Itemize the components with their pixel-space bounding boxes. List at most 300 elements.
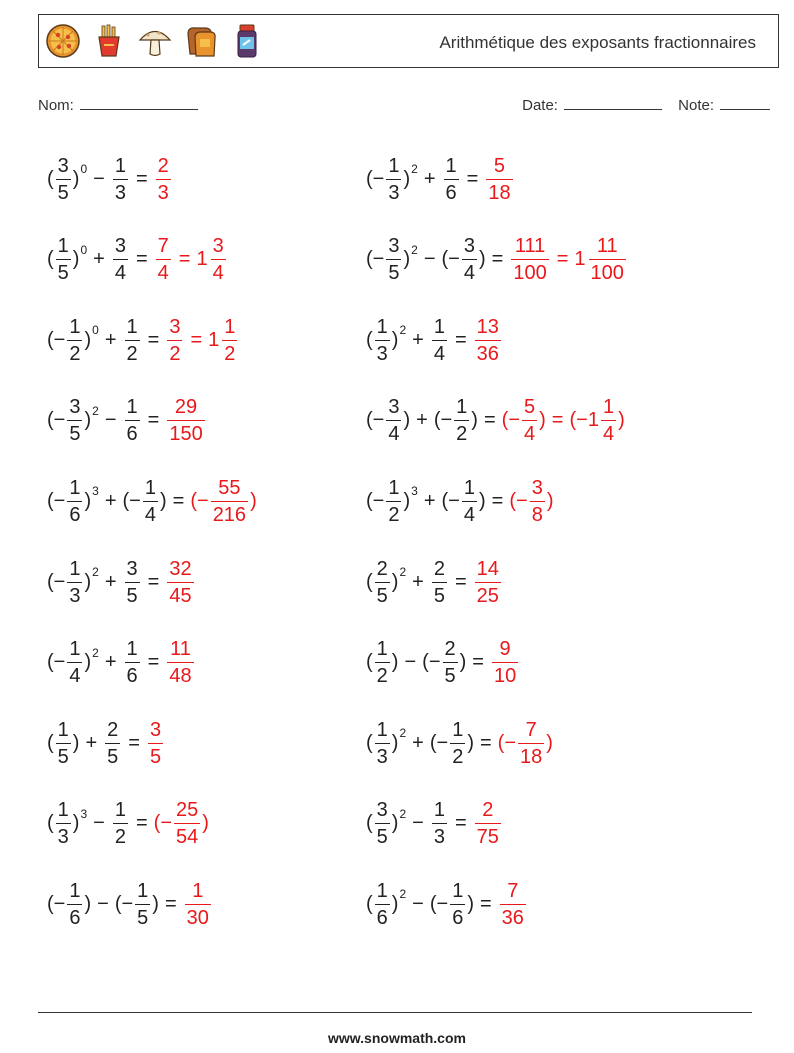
operator: + xyxy=(104,570,117,593)
denominator: 4 xyxy=(156,259,171,283)
problem-row xyxy=(47,869,767,939)
denominator: 18 xyxy=(486,179,512,203)
problem-row xyxy=(47,144,767,214)
denominator: 4 xyxy=(143,501,158,525)
open-paren: (− xyxy=(441,489,460,512)
numerator: 25 xyxy=(176,799,199,822)
open-paren: (− xyxy=(501,409,520,432)
equals-sign: = xyxy=(147,409,160,432)
name-label: Nom: xyxy=(38,97,74,114)
denominator: 2 xyxy=(125,340,140,364)
numerator: 3 xyxy=(57,154,69,177)
denominator: 3 xyxy=(113,179,128,203)
numerator: 2 xyxy=(157,154,169,177)
denominator: 5 xyxy=(375,823,390,847)
numerator: 3 xyxy=(376,799,388,822)
fraction xyxy=(125,559,140,606)
denominator: 6 xyxy=(125,662,140,686)
date-note-fields xyxy=(522,96,770,114)
fraction xyxy=(156,156,171,203)
problem-item xyxy=(47,628,196,698)
problem-item xyxy=(366,225,628,295)
fraction xyxy=(56,236,71,283)
numerator: 1 xyxy=(69,879,81,902)
name-blank[interactable] xyxy=(80,96,198,110)
answer xyxy=(154,800,209,847)
fraction xyxy=(432,317,447,364)
exponent: 2 xyxy=(399,726,407,741)
open-paren: ( xyxy=(366,892,373,915)
answer xyxy=(473,800,503,847)
whole-number: 1 xyxy=(196,248,208,271)
numerator: 1 xyxy=(126,396,138,419)
numerator: 1 xyxy=(388,154,400,177)
header-box xyxy=(38,14,779,68)
denominator: 25 xyxy=(475,582,501,606)
answer xyxy=(165,559,195,606)
denominator: 75 xyxy=(475,823,501,847)
open-paren: ( xyxy=(47,248,54,271)
close-paren: ) xyxy=(618,409,625,432)
denominator: 5 xyxy=(135,904,150,928)
numerator: 32 xyxy=(169,557,192,580)
fraction xyxy=(386,478,401,525)
fraction xyxy=(386,236,401,283)
problem-row xyxy=(47,225,767,295)
operator: + xyxy=(423,167,436,190)
problem-item xyxy=(47,869,213,939)
fraction xyxy=(167,559,193,606)
answer xyxy=(183,881,213,928)
exponent: 2 xyxy=(92,645,99,660)
close-paren: ) xyxy=(391,892,399,915)
equals-sign: = xyxy=(491,248,504,271)
fraction xyxy=(56,720,71,767)
denominator: 5 xyxy=(148,743,163,767)
numerator: 7 xyxy=(507,879,519,902)
operator: = xyxy=(556,248,569,271)
fraction xyxy=(589,236,626,283)
problem-row xyxy=(47,547,767,617)
open-paren: ( xyxy=(366,651,373,674)
fraction xyxy=(450,881,465,928)
problem-row xyxy=(47,628,767,698)
denominator: 4 xyxy=(211,259,226,283)
numerator: 1 xyxy=(144,476,156,499)
equals-sign: = xyxy=(147,328,160,351)
numerator: 1 xyxy=(445,154,457,177)
open-paren: (− xyxy=(433,409,453,432)
denominator: 2 xyxy=(67,340,82,364)
close-paren: ) xyxy=(159,489,167,512)
worksheet-title: Arithmétique des exposants fractionnaires xyxy=(439,33,756,52)
fraction xyxy=(143,478,158,525)
header-icons xyxy=(45,23,265,59)
denominator: 2 xyxy=(454,420,469,444)
numerator: 11 xyxy=(170,638,191,661)
denominator: 3 xyxy=(375,743,390,767)
operator: = xyxy=(190,328,203,351)
fraction xyxy=(67,397,82,444)
numerator: 1 xyxy=(433,799,445,822)
numerator: 2 xyxy=(482,799,494,822)
fraction xyxy=(375,800,390,847)
denominator: 6 xyxy=(375,904,390,928)
fraction xyxy=(105,720,120,767)
equals-sign: = xyxy=(135,812,148,835)
problem-row xyxy=(47,708,767,778)
denominator: 18 xyxy=(518,743,544,767)
open-paren: (− xyxy=(422,651,441,674)
operator: − xyxy=(423,248,436,271)
fraction xyxy=(167,317,182,364)
denominator: 5 xyxy=(105,743,120,767)
open-paren: ( xyxy=(366,328,373,351)
problem-item xyxy=(366,305,503,375)
numerator: 13 xyxy=(476,315,499,338)
denominator: 5 xyxy=(386,259,401,283)
open-paren: (− xyxy=(366,489,385,512)
operator: − xyxy=(412,892,424,915)
equals-sign: = xyxy=(472,651,484,674)
whole-number: 1 xyxy=(574,248,586,271)
open-paren: (− xyxy=(441,248,460,271)
denominator: 2 xyxy=(375,662,390,686)
open-paren: ( xyxy=(366,731,373,754)
exponent: 0 xyxy=(80,242,88,257)
fraction xyxy=(462,236,477,283)
numerator: 3 xyxy=(212,235,224,258)
fraction xyxy=(375,559,390,606)
answer xyxy=(473,317,503,364)
fraction xyxy=(500,881,526,928)
fraction xyxy=(167,397,204,444)
operator: + xyxy=(412,328,424,351)
fraction xyxy=(125,639,140,686)
numerator: 11 xyxy=(596,235,618,258)
operator: + xyxy=(85,731,98,754)
equals-sign: = xyxy=(135,167,148,190)
fraction xyxy=(386,156,401,203)
numerator: 1 xyxy=(376,315,388,338)
fraction xyxy=(450,720,465,767)
problem-row xyxy=(47,386,767,456)
fraction xyxy=(486,156,512,203)
close-paren: ) xyxy=(403,167,411,190)
open-paren: ( xyxy=(47,812,54,835)
denominator: 4 xyxy=(67,662,82,686)
denominator: 5 xyxy=(56,259,71,283)
denominator: 54 xyxy=(174,823,200,847)
denominator: 100 xyxy=(511,259,548,283)
fraction xyxy=(375,881,390,928)
problem-row xyxy=(47,789,767,859)
fraction xyxy=(56,156,71,203)
operator: + xyxy=(412,731,424,754)
fraction xyxy=(522,397,537,444)
fraction xyxy=(443,639,458,686)
equals-sign: = xyxy=(147,651,160,674)
close-paren: ) xyxy=(459,651,467,674)
denominator: 6 xyxy=(67,501,82,525)
denominator: 3 xyxy=(67,582,82,606)
fraction xyxy=(511,236,548,283)
denominator: 45 xyxy=(167,582,193,606)
close-paren: ) xyxy=(467,731,474,754)
denominator: 8 xyxy=(530,501,545,525)
close-paren: ) xyxy=(467,892,474,915)
fraction xyxy=(148,720,163,767)
open-paren: (− xyxy=(47,892,66,915)
fraction xyxy=(454,397,469,444)
fraction xyxy=(211,478,248,525)
close-paren: ) xyxy=(403,489,411,512)
open-paren: ( xyxy=(47,731,54,754)
fraction xyxy=(211,236,226,283)
open-paren: (− xyxy=(114,892,134,915)
numerator: 1 xyxy=(433,315,445,338)
numerator: 2 xyxy=(444,638,456,661)
close-paren: ) xyxy=(84,489,92,512)
numerator: 111 xyxy=(514,235,546,258)
open-paren: (− xyxy=(497,731,517,754)
fraction xyxy=(125,397,140,444)
numerator: 1 xyxy=(463,476,475,499)
numerator: 1 xyxy=(69,315,81,338)
denominator: 100 xyxy=(589,259,626,283)
denominator: 3 xyxy=(386,179,401,203)
open-paren: (− xyxy=(47,570,66,593)
fraction xyxy=(492,639,518,686)
denominator: 5 xyxy=(67,420,82,444)
open-paren: (− xyxy=(366,167,385,190)
exponent: 3 xyxy=(411,484,418,499)
denominator: 48 xyxy=(167,662,193,686)
equals-sign: = xyxy=(164,892,177,915)
fraction xyxy=(475,317,501,364)
equals-sign: = xyxy=(172,489,185,512)
jar-icon xyxy=(229,23,265,59)
fraction xyxy=(67,478,82,525)
exponent: 2 xyxy=(92,565,99,579)
numerator: 1 xyxy=(602,396,615,419)
exponent: 0 xyxy=(80,162,88,176)
problem-item xyxy=(366,869,528,939)
operator: + xyxy=(423,489,436,512)
problem-item xyxy=(47,466,257,536)
numerator: 1 xyxy=(69,476,81,499)
whole-number: 1 xyxy=(208,328,220,351)
denominator: 4 xyxy=(462,259,477,283)
fraction xyxy=(386,397,401,444)
name-field xyxy=(38,96,198,114)
fraction xyxy=(462,478,477,525)
numerator: 1 xyxy=(456,396,468,419)
denominator: 4 xyxy=(432,340,447,364)
fraction xyxy=(432,800,447,847)
close-paren: ) xyxy=(72,812,80,835)
answer xyxy=(165,317,239,364)
operator: = xyxy=(551,409,564,432)
exponent: 3 xyxy=(92,484,99,499)
fraction xyxy=(444,156,459,203)
fraction xyxy=(601,397,616,444)
operator: + xyxy=(416,409,428,432)
numerator: 5 xyxy=(493,154,506,177)
numerator: 1 xyxy=(114,799,126,822)
denominator: 4 xyxy=(386,420,401,444)
exponent: 2 xyxy=(399,565,407,579)
close-paren: ) xyxy=(391,328,399,351)
numerator: 1 xyxy=(126,638,138,661)
numerator: 14 xyxy=(476,557,499,580)
close-paren: ) xyxy=(478,489,486,512)
operator: − xyxy=(93,167,105,190)
fraction xyxy=(375,720,390,767)
numerator: 1 xyxy=(57,799,69,822)
open-paren: (− xyxy=(190,489,209,512)
numerator: 29 xyxy=(174,396,198,419)
denominator: 10 xyxy=(492,662,518,686)
numerator: 1 xyxy=(137,879,149,902)
fraction xyxy=(222,317,237,364)
operator: − xyxy=(404,651,417,674)
problem-item xyxy=(366,386,625,456)
open-paren: (−1 xyxy=(569,409,599,432)
close-paren: ) xyxy=(539,409,546,432)
open-paren: (− xyxy=(429,731,449,754)
exponent: 2 xyxy=(411,242,418,257)
close-paren: ) xyxy=(84,328,92,351)
answer xyxy=(165,397,206,444)
answer xyxy=(473,559,503,606)
open-paren: (− xyxy=(366,409,385,432)
fraction xyxy=(518,720,544,767)
equals-sign: = xyxy=(479,892,492,915)
equals-sign: = xyxy=(479,731,492,754)
denominator: 5 xyxy=(56,743,71,767)
equals-sign: = xyxy=(466,167,479,190)
denominator: 2 xyxy=(386,501,401,525)
exponent: 2 xyxy=(92,403,99,418)
exponent: 2 xyxy=(411,162,418,176)
close-paren: ) xyxy=(84,651,92,674)
problem-row xyxy=(47,466,767,536)
equals-sign: = xyxy=(483,409,496,432)
numerator: 3 xyxy=(114,235,126,258)
equals-sign: = xyxy=(491,489,504,512)
pizza-icon xyxy=(45,23,81,59)
problem-row xyxy=(47,305,767,375)
operator: − xyxy=(412,812,424,835)
operator: + xyxy=(412,570,424,593)
fraction xyxy=(174,800,200,847)
open-paren: (− xyxy=(509,489,528,512)
open-paren: (− xyxy=(47,651,66,674)
numerator: 1 xyxy=(452,879,464,902)
footer-website: www.snowmath.com xyxy=(328,1030,466,1046)
answer xyxy=(490,639,520,686)
operator: + xyxy=(104,489,117,512)
fraction xyxy=(113,156,128,203)
fraction xyxy=(56,800,71,847)
open-paren: ( xyxy=(366,570,373,593)
problem-item xyxy=(366,144,515,214)
answer xyxy=(190,478,256,525)
equals-sign: = xyxy=(454,570,467,593)
problem-item xyxy=(47,144,173,214)
fraction xyxy=(135,881,150,928)
problem-item xyxy=(47,305,239,375)
problem-item xyxy=(47,708,165,778)
fraction xyxy=(67,559,82,606)
numerator: 2 xyxy=(433,557,445,580)
problem-item xyxy=(366,547,503,617)
operator: − xyxy=(104,409,117,432)
date-blank[interactable] xyxy=(564,96,662,110)
denominator: 3 xyxy=(156,179,171,203)
exponent: 0 xyxy=(92,323,99,338)
equals-sign: = xyxy=(454,328,467,351)
denominator: 6 xyxy=(450,904,465,928)
answer xyxy=(154,236,228,283)
fraction xyxy=(475,800,501,847)
fraction xyxy=(530,478,545,525)
denominator: 6 xyxy=(444,179,459,203)
denominator: 4 xyxy=(601,420,616,444)
numerator: 3 xyxy=(531,476,543,499)
numerator: 3 xyxy=(69,396,81,419)
denominator: 150 xyxy=(167,420,204,444)
close-paren: ) xyxy=(202,812,209,835)
denominator: 3 xyxy=(56,823,71,847)
answer xyxy=(498,881,528,928)
close-paren: ) xyxy=(84,570,92,593)
close-paren: ) xyxy=(84,892,92,915)
denominator: 5 xyxy=(375,582,390,606)
denominator: 6 xyxy=(125,420,140,444)
denominator: 4 xyxy=(522,420,537,444)
date-label: Date: xyxy=(522,97,558,114)
numerator: 1 xyxy=(57,718,69,741)
note-label: Note: xyxy=(678,97,714,114)
fraction xyxy=(375,639,390,686)
numerator: 55 xyxy=(218,476,241,499)
denominator: 5 xyxy=(443,662,458,686)
fraction xyxy=(67,317,82,364)
close-paren: ) xyxy=(84,409,92,432)
numerator: 3 xyxy=(388,235,400,258)
denominator: 2 xyxy=(113,823,128,847)
denominator: 36 xyxy=(475,340,501,364)
numerator: 3 xyxy=(126,557,138,580)
close-paren: ) xyxy=(72,731,80,754)
close-paren: ) xyxy=(391,570,399,593)
open-paren: ( xyxy=(47,167,54,190)
close-paren: ) xyxy=(403,409,411,432)
denominator: 3 xyxy=(375,340,390,364)
answer xyxy=(502,397,625,444)
open-paren: (− xyxy=(429,892,449,915)
fraction xyxy=(167,639,193,686)
numerator: 3 xyxy=(169,315,181,338)
note-blank[interactable] xyxy=(720,96,770,110)
numerator: 3 xyxy=(388,396,400,419)
open-paren: (− xyxy=(47,489,66,512)
problem-item xyxy=(47,789,209,859)
denominator: 5 xyxy=(125,582,140,606)
fraction xyxy=(125,317,140,364)
